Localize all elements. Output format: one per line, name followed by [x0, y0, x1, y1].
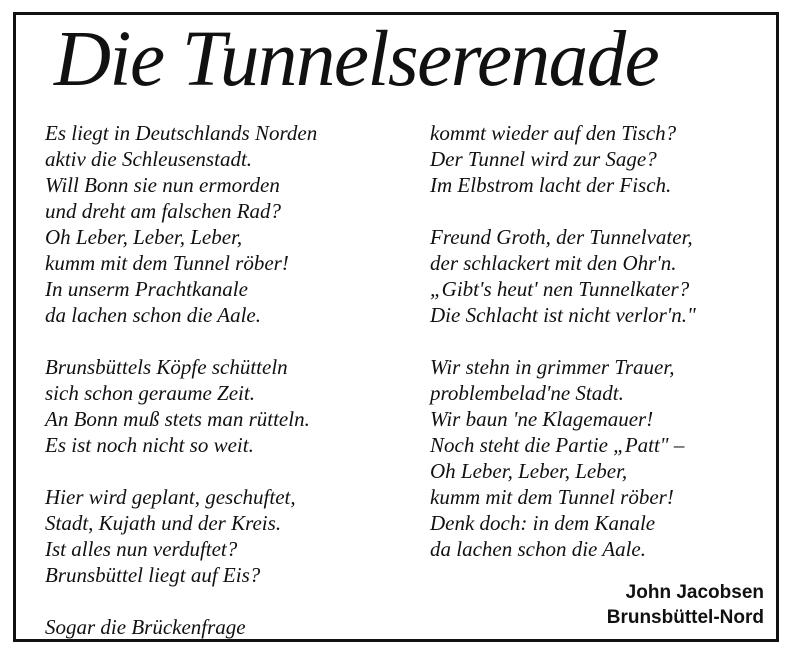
stanza: [45, 120, 415, 328]
poem-line: Freund Groth, der Tunnelvater,: [430, 225, 693, 249]
poem-line: kumm mit dem Tunnel röber!: [45, 251, 289, 275]
poem-line: Ist alles nun verduftet?: [45, 537, 238, 561]
stanza: [430, 120, 770, 198]
poem-line: problembelad'ne Stadt.: [430, 381, 624, 405]
poem-line: kommt wieder auf den Tisch?: [430, 121, 677, 145]
poem-line: Oh Leber, Leber, Leber,: [430, 459, 628, 483]
author-name: John Jacobsen: [625, 582, 764, 603]
poem-line: An Bonn muß stets man rütteln.: [45, 407, 310, 431]
poem-line: Sogar die Brückenfrage: [45, 615, 246, 639]
poem-line: Hier wird geplant, geschuftet,: [45, 485, 296, 509]
poem-line: Wir baun 'ne Klagemauer!: [430, 407, 654, 431]
stanza: [430, 354, 770, 562]
poem-line: kumm mit dem Tunnel röber!: [430, 485, 674, 509]
poem-line: Stadt, Kujath und der Kreis.: [45, 511, 282, 535]
poem-line: „Gibt's heut' nen Tunnelkater?: [430, 277, 690, 301]
poem-line: Im Elbstrom lacht der Fisch.: [430, 173, 672, 197]
stanza: [430, 224, 770, 328]
poem-line: Wir stehn in grimmer Trauer,: [430, 355, 675, 379]
poem-line: Es ist noch nicht so weit.: [45, 433, 254, 457]
poem-line: und dreht am falschen Rad?: [45, 199, 282, 223]
poem-line: Will Bonn sie nun ermorden: [45, 173, 280, 197]
poem-line: sich schon geraume Zeit.: [45, 381, 255, 405]
poem-line: In unserm Prachtkanale: [45, 277, 248, 301]
poem-line: Die Schlacht ist nicht verlor'n.": [430, 303, 696, 327]
poem-line: Der Tunnel wird zur Sage?: [430, 147, 657, 171]
poem-line: Oh Leber, Leber, Leber,: [45, 225, 243, 249]
stanza: [45, 354, 415, 458]
poem-line: Brunsbüttels Köpfe schütteln: [45, 355, 288, 379]
stanza: [45, 484, 415, 588]
poem-line: da lachen schon die Aale.: [45, 303, 261, 327]
poem-line: aktiv die Schleusenstadt.: [45, 147, 253, 171]
poem-left-column: [45, 120, 415, 666]
poem-right-column: [430, 120, 770, 588]
poem-line: Es liegt in Deutschlands Norden: [45, 121, 318, 145]
poem-line: Brunsbüttel liegt auf Eis?: [45, 563, 261, 587]
poem-line: da lachen schon die Aale.: [430, 537, 646, 561]
poem-line: Denk doch: in dem Kanale: [430, 511, 656, 535]
poem-line: der schlackert mit den Ohr'n.: [430, 251, 677, 275]
author-place: Brunsbüttel-Nord: [606, 607, 764, 628]
stanza: [45, 614, 415, 640]
author-signature: [607, 580, 764, 630]
poem-line: Noch steht die Partie „Patt" –: [430, 433, 685, 457]
poem-title: Die Tunnelserenade: [54, 16, 659, 103]
